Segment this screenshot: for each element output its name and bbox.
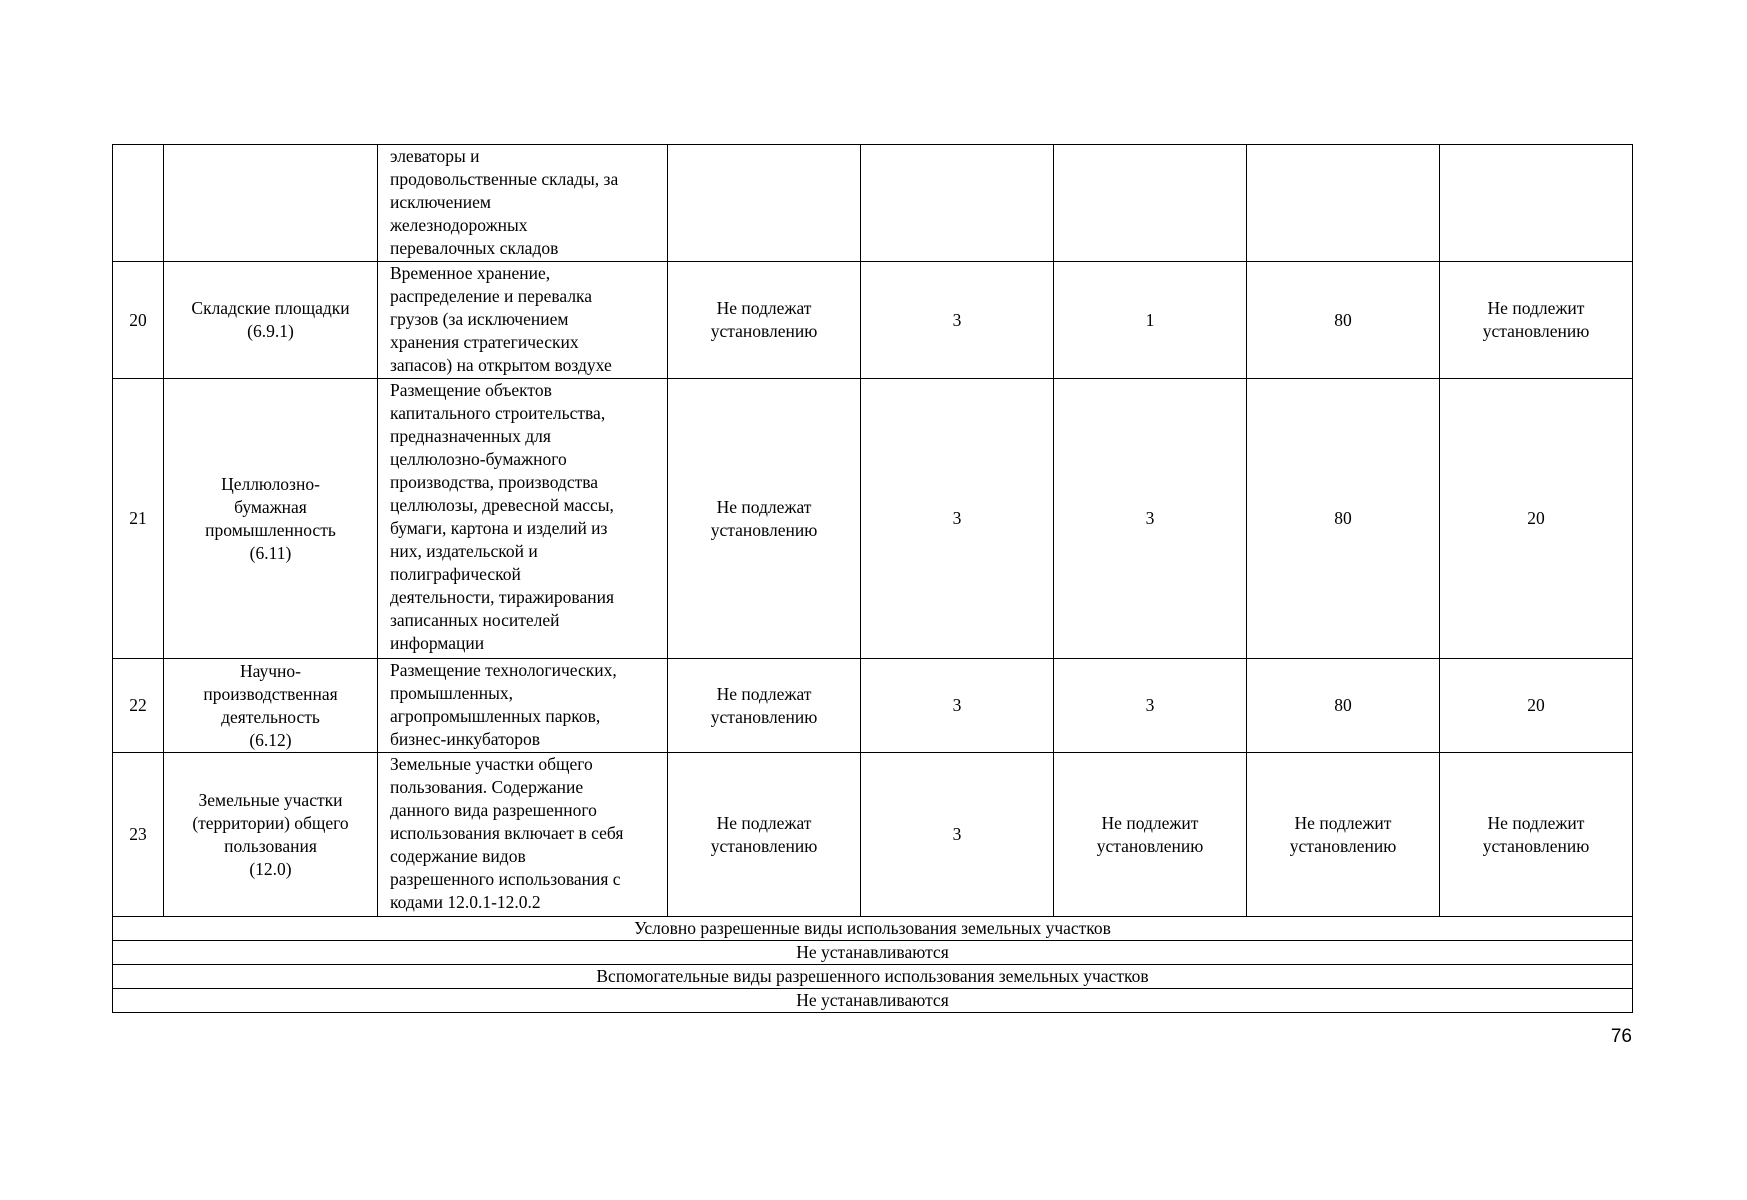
use-name-cell: [164, 753, 378, 917]
use-description-cell-line: содержание видов: [390, 846, 526, 866]
param-col8-cell: [1440, 659, 1633, 753]
param-col6-cell-line: 3: [1145, 695, 1155, 715]
use-description-cell-line: Размещение объектов: [390, 380, 552, 400]
param-col5-cell: 3: [861, 659, 1054, 753]
use-description-cell-line: разрешенного использования с: [390, 869, 621, 889]
param-col4-cell-line: установлению: [710, 321, 818, 341]
use-description-cell-line: них, издательской и: [390, 541, 538, 561]
use-description-cell-line: записанных носителей: [390, 610, 560, 630]
section-heading: Условно разрешенные виды использования земельных участков: [113, 917, 1633, 941]
param-col4-cell-line: Не подлежат: [716, 298, 812, 318]
param-col4-cell-line: установлению: [710, 835, 818, 856]
param-col5-cell: 3: [861, 753, 1054, 917]
param-col7-cell-line: 80: [1334, 695, 1352, 715]
param-col8-cell-line: 20: [1527, 695, 1545, 715]
use-description-cell-line: Временное хранение,: [390, 263, 551, 283]
table-row: [113, 262, 1633, 379]
use-description-cell: [378, 145, 668, 262]
param-col4-cell-line: Не подлежат: [716, 496, 812, 517]
param-col7-cell: [1247, 753, 1440, 917]
param-col6-cell: [1054, 145, 1247, 262]
param-col5-cell: 3: [861, 262, 1054, 379]
section-row: [113, 989, 1633, 1013]
param-col4-cell-line: установлению: [710, 706, 818, 727]
use-description-cell-line: кодами 12.0.1-12.0.2: [390, 892, 541, 912]
use-description-cell-line: запасов) на открытом воздухе: [390, 355, 612, 375]
param-col4-cell-line: Не подлежат: [716, 683, 812, 704]
use-description-cell-line: бумаги, картона и изделий из: [390, 518, 608, 538]
row-number-cell: 21: [113, 379, 164, 659]
use-description-cell-line: использования включает в себя: [390, 823, 624, 843]
use-description-cell-line: грузов (за исключением: [390, 309, 569, 329]
use-description-cell-line: полиграфической: [390, 564, 521, 584]
row-number-cell: [113, 145, 164, 262]
use-name-cell-line: производственная: [203, 683, 338, 704]
page-number: 76: [1610, 1026, 1632, 1047]
use-name-cell-line: Складские площадки: [191, 298, 350, 318]
param-col7-cell-line: 80: [1334, 309, 1352, 330]
use-description-cell-line: промышленных,: [390, 683, 513, 703]
section-row: [113, 917, 1633, 941]
param-col6-cell-line: Не подлежит: [1101, 812, 1199, 833]
row-number-cell: 23: [113, 753, 164, 917]
param-col6-cell-line: установлению: [1096, 835, 1204, 856]
use-description-cell-line: бизнес-инкубаторов: [390, 729, 540, 749]
param-col8-cell: [1440, 753, 1633, 917]
use-description-cell: [378, 659, 668, 753]
use-description-cell-line: пользования. Содержание: [390, 777, 584, 797]
use-description-cell-line: целлюлозы, древесной массы,: [390, 495, 614, 515]
use-description-cell: [378, 753, 668, 917]
param-col7-cell: [1247, 659, 1440, 753]
use-description-cell-line: хранения стратегических: [390, 332, 579, 352]
param-col8-cell-line: установлению: [1482, 835, 1590, 856]
param-col7-cell-line: установлению: [1289, 835, 1397, 856]
param-col8-cell-line: установлению: [1482, 321, 1590, 341]
param-col4-cell-line: установлению: [710, 519, 818, 540]
use-name-cell-line: Земельные участки: [198, 789, 343, 810]
use-name-cell-line: Научно-: [239, 660, 301, 681]
use-name-cell-line: (6.9.1): [247, 321, 294, 341]
param-col6-cell: [1054, 659, 1247, 753]
param-col8-cell-line: Не подлежит: [1487, 812, 1585, 833]
param-col5-cell: 3: [861, 379, 1054, 659]
param-col7-cell: [1247, 145, 1440, 262]
use-description-cell-line: элеваторы и: [390, 146, 480, 166]
param-col8-cell: [1440, 145, 1633, 262]
use-name-cell-line: Целлюлозно-: [221, 473, 320, 494]
param-col6-cell: [1054, 262, 1247, 379]
use-description-cell-line: продовольственные склады, за: [390, 169, 619, 189]
use-description-cell-line: Размещение технологических,: [390, 660, 617, 680]
use-description-cell-line: деятельности, тиражирования: [390, 587, 614, 607]
section-heading: Не устанавливаются: [113, 941, 1633, 965]
use-description-cell-line: капитального строительства,: [390, 403, 606, 423]
param-col8-cell-line: Не подлежит: [1487, 298, 1585, 318]
param-col6-cell-line: 3: [1145, 508, 1155, 528]
use-name-cell: [164, 379, 378, 659]
param-col4-cell: [668, 379, 861, 659]
use-name-cell-line: промышленность: [205, 519, 336, 540]
param-col4-cell: [668, 262, 861, 379]
use-description-cell-line: данного вида разрешенного: [390, 800, 597, 820]
row-number-cell: 20: [113, 262, 164, 379]
param-col8-cell: [1440, 379, 1633, 659]
use-description-cell-line: перевалочных складов: [390, 238, 559, 258]
param-col7-cell: [1247, 262, 1440, 379]
param-col7-cell-line: 80: [1334, 508, 1352, 528]
use-description-cell-line: Земельные участки общего: [390, 754, 593, 774]
use-description-cell: [378, 262, 668, 379]
use-name-cell: [164, 659, 378, 753]
row-number-cell: 22: [113, 659, 164, 753]
use-description-cell: [378, 379, 668, 659]
use-name-cell: [164, 262, 378, 379]
use-name-cell-line: (12.0): [249, 858, 292, 879]
param-col7-cell-line: Не подлежит: [1294, 812, 1392, 833]
param-col4-cell: [668, 145, 861, 262]
use-description-cell-line: агропромышленных парков,: [390, 706, 601, 726]
section-row: [113, 941, 1633, 965]
use-description-cell-line: распределение и перевалка: [390, 286, 593, 306]
param-col6-cell-line: 1: [1145, 309, 1155, 330]
use-name-cell-line: (территории) общего: [192, 812, 349, 833]
use-name-cell: [164, 145, 378, 262]
table-body: [113, 145, 1633, 1013]
use-name-cell-line: деятельность: [221, 706, 320, 727]
section-row: [113, 965, 1633, 989]
use-description-cell-line: целлюлозно-бумажного: [390, 449, 567, 469]
table-row: [113, 753, 1633, 917]
section-heading: Не устанавливаются: [113, 989, 1633, 1013]
param-col8-cell: [1440, 262, 1633, 379]
param-col5-cell: [861, 145, 1054, 262]
use-name-cell-line: (6.11): [249, 542, 292, 563]
use-description-cell-line: железнодорожных: [390, 215, 528, 235]
use-name-cell-line: пользования: [224, 835, 317, 856]
param-col4-cell-line: Не подлежат: [716, 812, 812, 833]
use-description-cell-line: информации: [390, 633, 485, 653]
land-use-table: [112, 144, 1633, 1013]
use-description-cell-line: исключением: [390, 192, 491, 212]
param-col6-cell: [1054, 379, 1247, 659]
param-col7-cell: [1247, 379, 1440, 659]
use-description-cell-line: предназначенных для: [390, 426, 551, 446]
use-description-cell-line: производства, производства: [390, 472, 599, 492]
param-col4-cell: [668, 753, 861, 917]
param-col4-cell: [668, 659, 861, 753]
table-row: [113, 379, 1633, 659]
param-col6-cell: [1054, 753, 1247, 917]
param-col8-cell-line: 20: [1527, 508, 1545, 528]
table-row: [113, 659, 1633, 753]
use-name-cell-line: (6.12): [249, 729, 292, 750]
table-row: [113, 145, 1633, 262]
use-name-cell-line: бумажная: [234, 496, 307, 517]
section-heading: Вспомогательные виды разрешенного использования земельных участков: [113, 965, 1633, 989]
